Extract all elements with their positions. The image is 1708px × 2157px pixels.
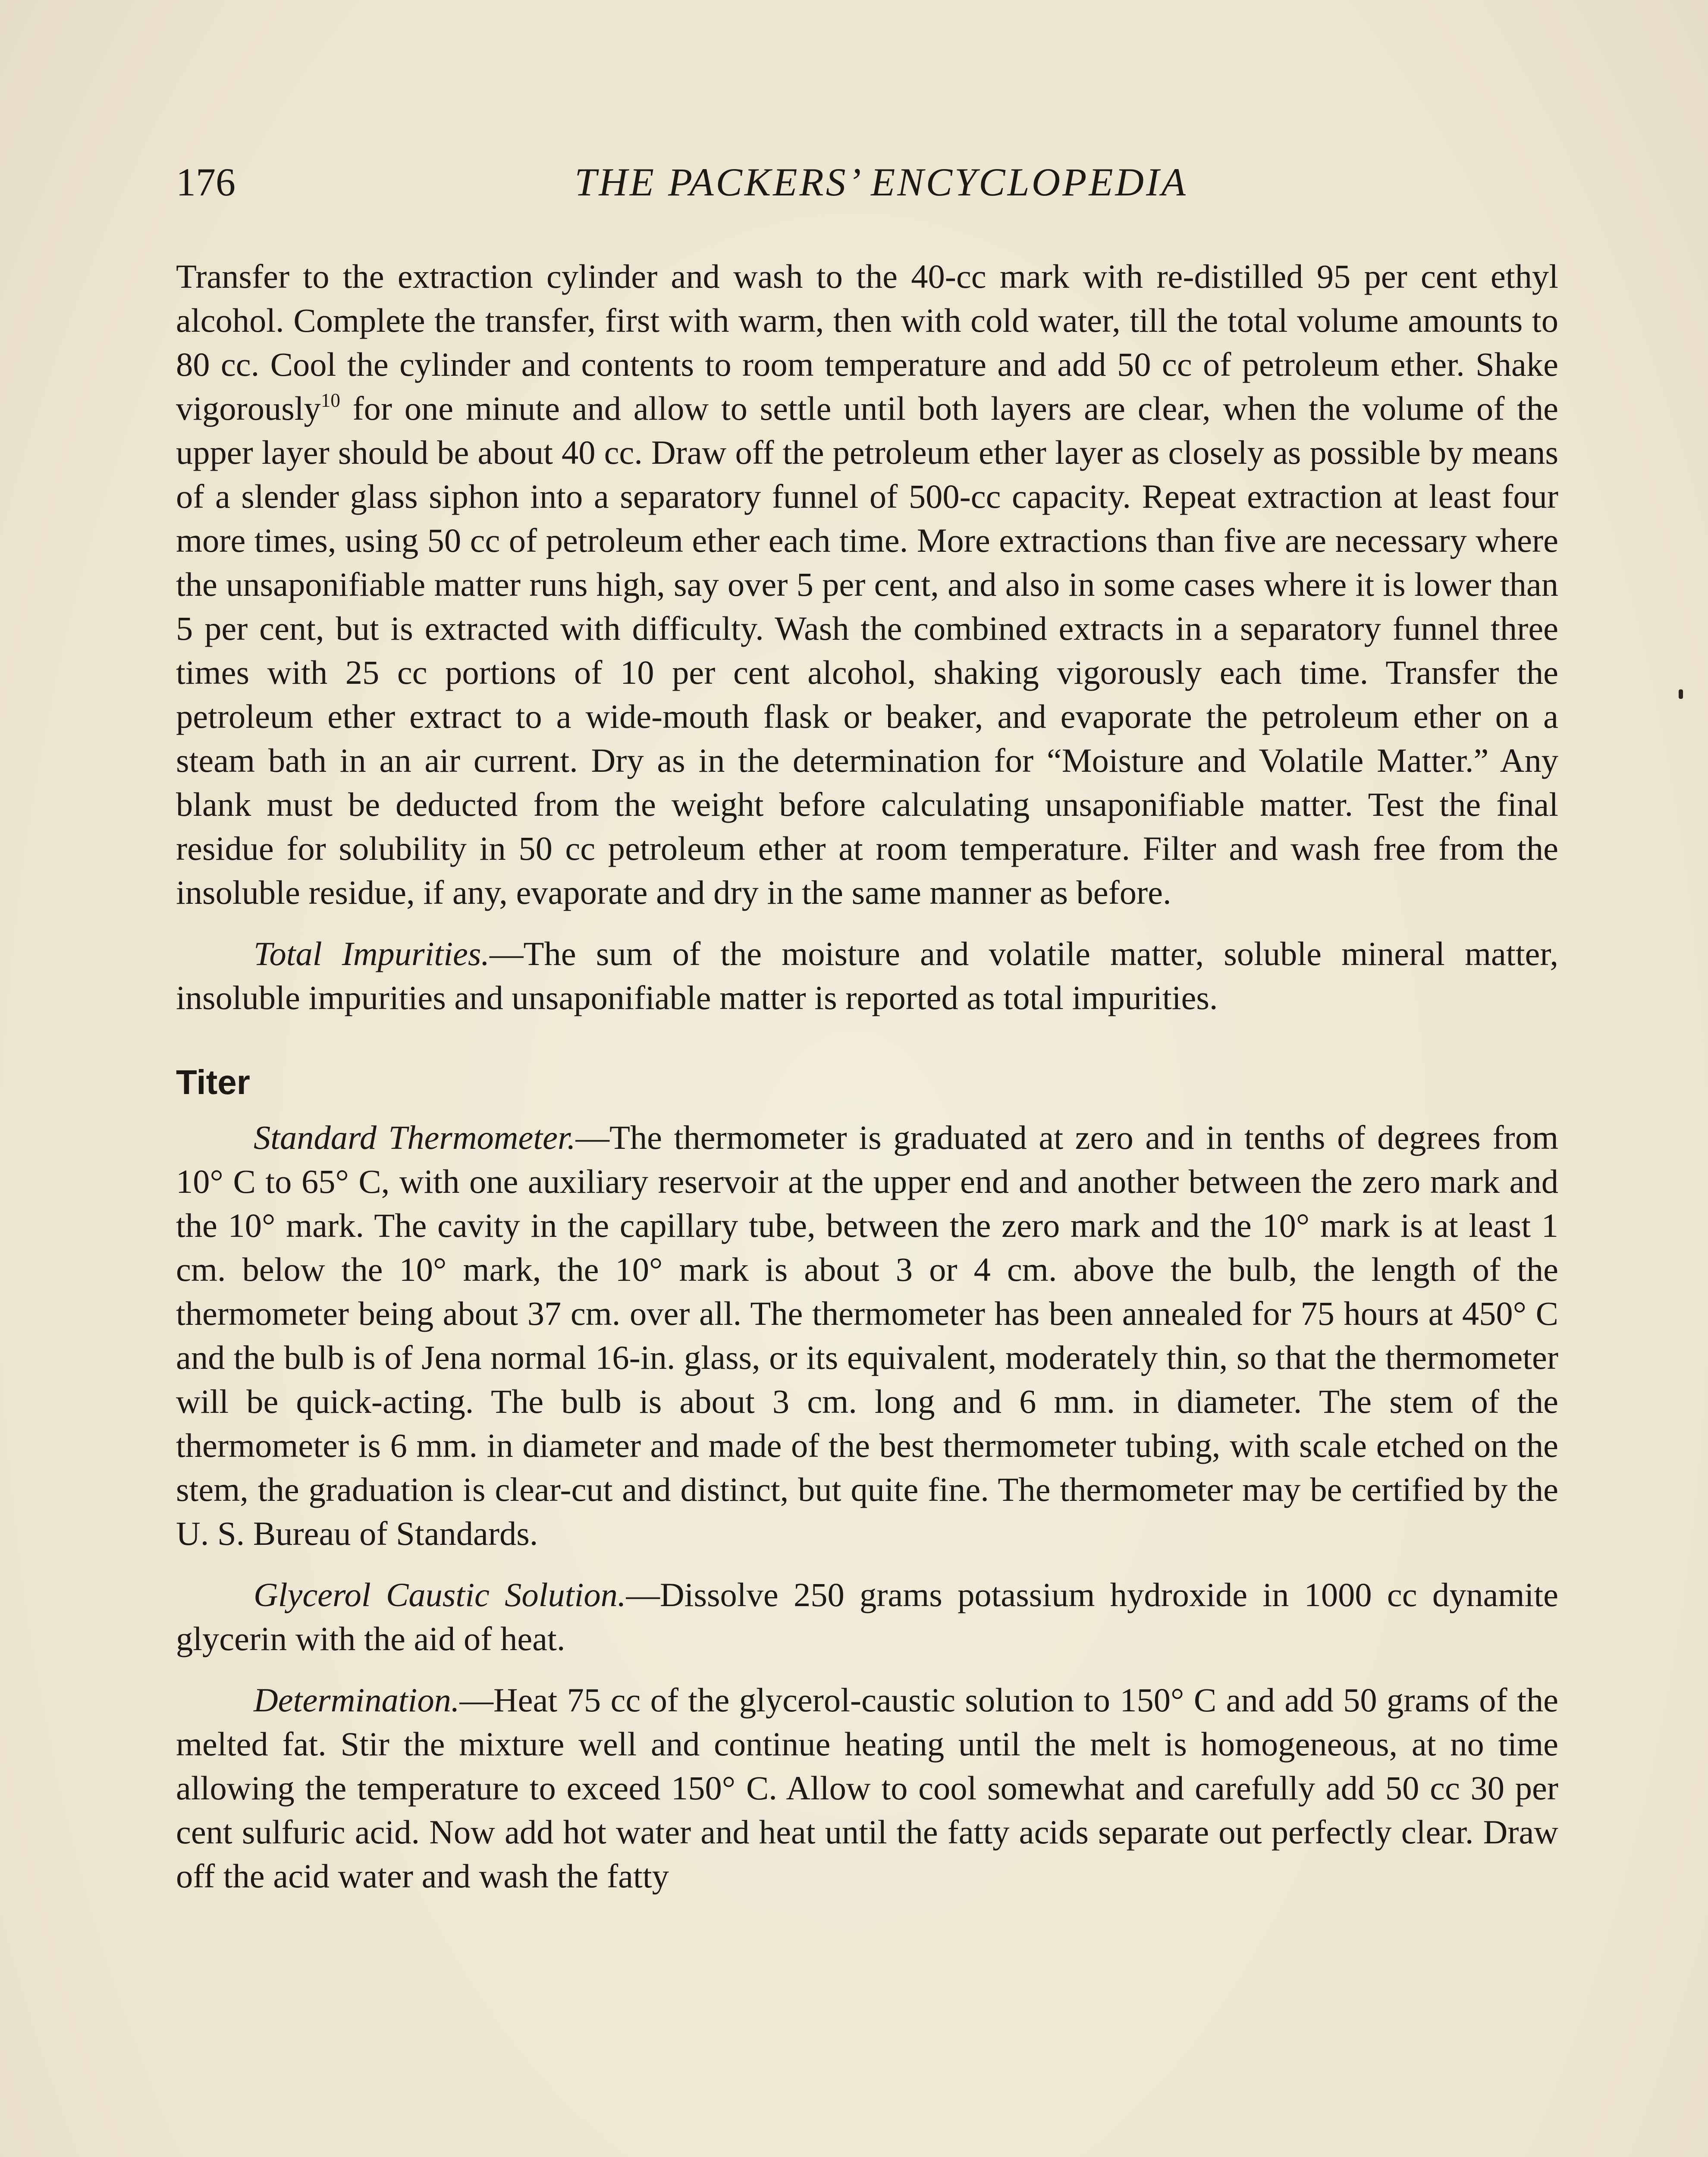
running-head — [176, 156, 1560, 208]
standard-thermometer-text: —The thermometer is graduated at zero and in tenths of degrees from 10° C to 65° C, with one auxiliary reservoir at the upper end and another between the zero mark and the 10° mark. The cavity in the capillary tube, between the zero mark and the 10° mark is at least 1 cm. below the 10° mark, the 10° mark is about 3 or 4 cm. above the bulb, the length of the thermometer being about 37 cm. over all. The thermometer has been annealed for 75 hours at 450° C and the bulb is of Jena normal 16-in. glass, or its equivalent, moderately thin, so that the thermometer will be quick-acting. The bulb is about 3 cm. long and 6 mm. in diameter. The stem of the thermometer is 6 mm. in diameter and made of the best thermometer tubing, with scale etched on the stem, the graduation is clear-cut and distinct, but quite fine. The thermometer may be certified by the U. S. Bureau of Standards. — [176, 1119, 1559, 1552]
determination-text: —Heat 75 cc of the glycerol-caustic solution to 150° C and add 50 grams of the melted fat. Stir the mixture well and continue heating until the melt is homogeneous, at no time allowing the temperature to exceed 150° C. Allow to cool somewhat and carefully add 50 cc 30 per cent sulfuric acid. Now add hot water and heat until the fatty acids separate out perfectly clear. Draw off the acid water and wash the fatty — [176, 1681, 1558, 1895]
footnote-reference: 10 — [320, 390, 340, 411]
paragraph-total-impurities — [176, 932, 1558, 1020]
glycerol-caustic-text: —Dissolve 250 grams potassium hydroxide in 1000 cc dynamite glycerin with the aid of heat. — [176, 1576, 1558, 1657]
paragraph-extraction — [176, 255, 1558, 915]
run-in-total-impurities: Total Impurities. — [254, 935, 490, 972]
running-title: THE PACKERS’ ENCYCLOPEDIA — [575, 160, 1188, 204]
section-heading-titer: Titer — [176, 1063, 250, 1101]
run-in-standard-thermometer: Standard Thermometer. — [254, 1119, 576, 1156]
body-text — [176, 255, 1558, 1898]
paragraph-extraction-continued: for one minute and allow to settle until both layers are clear, when the volume of the upper layer should be about 40 cc. Draw off the petroleum ether layer as closely as possible by means of a slender glass siphon into a separatory funnel of 500-cc capacity. Repeat extraction at least four more times, using 50 cc of petroleum ether each time. More extractions than five are necessary where the unsaponifiable matter runs high, say over 5 per cent, and also in some cases where it is lower than 5 per cent, but is extracted with difficulty. Wash the combined extracts in a separatory funnel three times with 25 cc portions of 10 per cent alcohol, shaking vigorously each time. Transfer the petroleum ether extract to a wide-mouth flask or beaker, and evaporate the petroleum ether on a steam bath in an air current. Dry as in the determination for “Moisture and Volatile Matter.” Any blank must be deducted from the weight before calculating unsaponifiable matter. Test the final residue for solubility in 50 cc petroleum ether at room temperature. Filter and wash free from the insoluble residue, if any, evaporate and dry in the same manner as before. — [176, 390, 1558, 911]
run-in-glycerol-caustic: Glycerol Caustic Solution. — [254, 1576, 626, 1613]
paragraph-determination — [176, 1678, 1558, 1898]
paragraph-extraction-text: Transfer to the extraction cylinder and wash to the 40-cc mark with re-distilled 95 per cent ethyl alcohol. Complete the transfer, first with warm, then with cold water, till the total volume amounts to 80 cc. Cool the cylinder and contents to room temperature and add 50 cc of petroleum ether. Shake vigorously — [176, 258, 1558, 427]
paragraph-standard-thermometer — [176, 1116, 1558, 1556]
run-in-determination: Determination. — [254, 1681, 460, 1719]
page-number: 176 — [176, 160, 235, 204]
paragraph-glycerol-caustic — [176, 1573, 1558, 1661]
total-impurities-text: —The sum of the moisture and volatile matter, soluble mineral matter, insoluble impurities and unsaponifiable matter is reported as total impurities. — [176, 935, 1558, 1016]
ink-speck — [1679, 689, 1683, 699]
